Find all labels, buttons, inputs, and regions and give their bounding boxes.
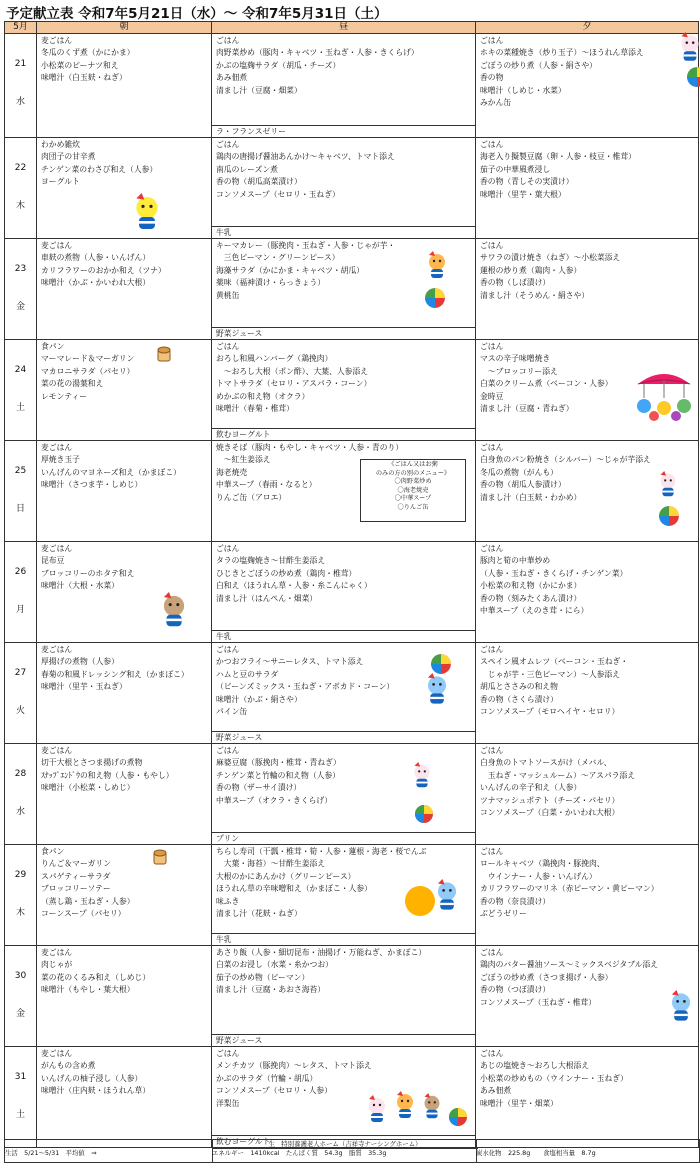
menu-item: マーマレード＆マーガリン [41, 354, 135, 364]
menu-item: 香の物（奈良漬け） [480, 896, 551, 906]
header-lunch: 昼 [212, 22, 476, 34]
menu-item: ヨーグルト [41, 177, 80, 187]
circus-animal-icon [418, 1093, 446, 1121]
menu-item: 白和え（ほうれん草・人参・糸こんにゃく） [216, 581, 372, 591]
menu-item: わかめ雑炊 [41, 140, 80, 149]
circus-ball-icon [686, 66, 700, 88]
menu-item: 味噌汁（さつま芋・しめじ） [41, 480, 143, 490]
menu-item: 味噌汁（かぶ・かいわれ大根） [41, 278, 151, 288]
menu-item: ～紅生姜添え [216, 455, 271, 465]
menu-item: 白身魚のパン粉焼き（シルバー）～じゃが芋添え [480, 455, 651, 465]
circus-animal-icon [390, 1091, 420, 1121]
menu-item: スパゲティーサラダ [41, 871, 111, 881]
day-cell [5, 138, 37, 239]
menu-item: 香の物（ザーサイ漬け） [216, 783, 302, 793]
menu-item: いんげんの柚子浸し（人参） [41, 1073, 143, 1083]
menu-row [5, 643, 699, 744]
menu-item: トマトサラダ（セロリ・アスパラ・コーン） [216, 379, 372, 389]
menu-item: 清まし汁（白玉麸・わかめ） [480, 492, 582, 502]
lunch-cell [212, 441, 476, 542]
menu-item: 味噌汁（大根・水菜） [41, 581, 119, 591]
menu-item: ごはん [216, 1049, 240, 1058]
lunch-extra-item: 野菜ジュース [212, 1034, 475, 1046]
day-cell [5, 845, 37, 946]
menu-item: 小松菜の炒めもの（ウインナー・玉ねぎ） [480, 1073, 628, 1083]
menu-item: 小松菜のピーナツ和え [41, 60, 119, 70]
menu-item: 小松菜の和え物（かにかま） [480, 581, 582, 591]
menu-item: 菜の花の湯葉和え [41, 379, 104, 389]
menu-item: 大根のかにあんかけ（グリーンピース） [216, 871, 356, 881]
circus-animal-icon [422, 251, 452, 281]
dinner-cell [476, 441, 699, 542]
menu-item: 食パン [41, 847, 65, 856]
menu-row [5, 845, 699, 946]
menu-item: 食パン [41, 342, 65, 351]
menu-item: 海老焼売 [216, 467, 248, 477]
note-line: 《ごはん又はお粥 [388, 461, 438, 468]
dinner-cell [476, 239, 699, 340]
carb-salt-values: 炭水化物 225.8g 食塩相当量 8.7g [476, 1149, 596, 1157]
lunch-cell [212, 239, 476, 340]
lunch-cell [212, 34, 476, 138]
day-number: 26 [14, 567, 27, 577]
menu-item: ごはん [216, 746, 240, 755]
menu-item: ウインナー・人参・いんげん） [480, 871, 597, 881]
menu-item: コンソメスープ（セロリ・人参） [216, 1086, 333, 1096]
note-line: 〇りんご缶 [397, 503, 429, 511]
menu-item: 味ふき [216, 896, 240, 906]
day-number: 28 [14, 769, 27, 779]
menu-item: パイン缶 [216, 707, 248, 717]
note-line: のみの方の別のメニュー》 [375, 469, 451, 477]
breakfast-cell [37, 239, 212, 340]
note-line: 〇中華スープ [394, 495, 432, 503]
menu-table [4, 21, 699, 1148]
header-month: 5月 [5, 22, 37, 34]
menu-item: ぶどうゼリー [480, 909, 527, 919]
menu-item: 麦ごはん [41, 1049, 73, 1058]
menu-item: 麦ごはん [41, 948, 73, 957]
menu-row [5, 542, 699, 643]
weekday: 木 [15, 908, 25, 918]
menu-item: レモンティー [41, 391, 88, 401]
lunch-extra-item: 牛乳 [212, 630, 475, 642]
breakfast-cell [37, 845, 212, 946]
menu-item: 中華スープ（春雨・なると） [216, 480, 317, 490]
menu-item: 海老入り擬製豆腐（卵・人参・枝豆・椎茸） [480, 152, 636, 162]
breakfast-cell [37, 542, 212, 643]
header-breakfast: 朝 [37, 22, 212, 34]
menu-item: マスの辛子味噌焼き [480, 354, 551, 364]
alternate-menu-note [360, 459, 466, 522]
menu-item: 味噌汁（里芋・葉大根） [480, 189, 566, 199]
menu-item: ごはん [480, 1049, 504, 1058]
menu-item: 味噌汁（小松菜・しめじ） [41, 783, 135, 793]
facility-name: 生 特別養護老人ホーム（吉祥寺ナーシングホーム） [212, 1140, 478, 1149]
day-cell [5, 34, 37, 138]
menu-item: 白菜のお浸し（水菜・糸かつお） [216, 960, 333, 970]
menu-item: 鶏肉の唐揚げ醤油あんかけ～キャベツ、トマト添え [216, 152, 395, 162]
day-number: 31 [14, 1072, 27, 1082]
menu-item: 香の物（しば漬け） [480, 278, 551, 288]
dinner-cell [476, 1047, 699, 1148]
menu-item: 肉野菜炒め（豚肉・キャベツ・玉ねぎ・人参・きくらげ） [216, 48, 419, 58]
day-cell [5, 744, 37, 845]
lunch-cell [212, 946, 476, 1047]
menu-item: 玉ねぎ・マッシュルーム）～アスパラ添え [480, 770, 636, 780]
menu-item: ブロッコリーソテー [41, 884, 111, 894]
day-number: 30 [14, 971, 27, 981]
breakfast-cell [37, 1047, 212, 1148]
lunch-cell [212, 845, 476, 946]
menu-item: ごはん [216, 645, 240, 654]
menu-item: 冬瓜のくず煮（かにかま） [41, 48, 135, 58]
circus-animal-icon [408, 762, 436, 790]
menu-item: 香の物 [480, 73, 504, 83]
circus-animal-icon [664, 990, 698, 1024]
menu-item: カリフラワーのおかか和え（ツナ） [41, 265, 166, 275]
menu-item: 焼きそば（豚肉・もやし・キャベツ・人参・青のり） [216, 443, 404, 452]
menu-item: スペイン風オムレツ（ベーコン・玉ねぎ・ [480, 657, 629, 667]
lunch-extra-item: 野菜ジュース [212, 327, 475, 339]
menu-item: ごはん [480, 544, 504, 553]
lunch-extra-item: 牛乳 [212, 226, 475, 238]
menu-item: 味噌汁（春菊・椎茸） [216, 404, 294, 414]
menu-item: あみ佃煮 [480, 1086, 512, 1096]
weekday: 月 [15, 605, 25, 615]
lunch-cell [212, 744, 476, 845]
menu-item: 海藻サラダ（かにかま・キャベツ・胡瓜） [216, 265, 365, 275]
lunch-extra-item: 野菜ジュース [212, 731, 475, 743]
note-line: 〇海老焼売 [397, 486, 429, 494]
menu-item: 肉じゃが [41, 960, 73, 970]
menu-item: 白身魚のトマトソースがけ（メバル、 [480, 758, 612, 768]
day-cell [5, 946, 37, 1047]
weekday: 水 [15, 97, 25, 107]
menu-item: あみ佃煮 [216, 73, 248, 83]
menu-item: 香の物（胡瓜高菜漬け） [216, 177, 302, 187]
menu-item: ごはん [480, 342, 504, 351]
menu-item: 鶏肉のバター醤油ソース～ミックスベジタブル添え [480, 960, 659, 970]
menu-item: いんげんの辛子和え（人参） [480, 783, 582, 793]
menu-item: サワラの漬け焼き（ねぎ）～小松菜添え [480, 253, 621, 263]
menu-item: ツナマッシュポテト（チーズ・パセリ） [480, 795, 620, 805]
menu-item: キーマカレー（豚挽肉・玉ねぎ・人参・じゃが芋・ [216, 241, 396, 250]
lunch-cell [212, 1047, 476, 1148]
circus-animal-icon [654, 471, 682, 499]
weekday: 日 [15, 504, 25, 514]
menu-item: 蓮根の炒り煮（鶏肉・人参） [480, 265, 582, 275]
menu-item: コンソメスープ（モロヘイヤ・セロリ） [480, 707, 620, 717]
menu-item: りんご＆マーガリン [41, 859, 112, 869]
menu-item: 味噌汁（里芋・畑菜） [480, 1098, 558, 1108]
bread-icon [157, 346, 171, 362]
menu-item: 中華スープ（オクラ・きくらげ） [216, 795, 333, 805]
dinner-cell [476, 34, 699, 138]
menu-item: 南瓜のレーズン煮 [216, 164, 278, 174]
menu-item: （ビーンズミックス・玉ねぎ・アボカド・コーン） [216, 682, 395, 692]
lunch-extra-item: 飲むヨーグルト [212, 428, 475, 440]
circus-animal-icon [430, 879, 464, 913]
breakfast-cell [37, 946, 212, 1047]
circus-ball-icon [658, 505, 680, 527]
menu-item: コーンスープ（パセリ） [41, 909, 126, 919]
day-cell [5, 239, 37, 340]
menu-item: 麻婆豆腐（豚挽肉・椎茸・青ねぎ） [216, 758, 341, 768]
menu-item: 香の物（刻みたくあん漬け） [480, 593, 582, 603]
menu-item: マカロニサラダ（パセリ） [41, 366, 135, 376]
menu-item: ブロッコリーのホタテ和え [41, 568, 135, 578]
menu-item: ごはん [216, 140, 240, 149]
day-cell [5, 340, 37, 441]
menu-item: ハムと豆のサラダ [216, 669, 279, 679]
menu-row [5, 340, 699, 441]
menu-item: ロールキャベツ（鶏挽肉・豚挽肉、 [480, 859, 605, 869]
weekday: 金 [15, 1009, 25, 1019]
day-number: 25 [14, 466, 27, 476]
dinner-cell [476, 542, 699, 643]
period-label: 生活 5/21～5/31 平均値 ⇒ [5, 1149, 97, 1157]
bread-icon [153, 849, 167, 865]
menu-item: ごはん [480, 948, 504, 957]
menu-item: 豚肉と筍の中華炒め [480, 556, 551, 566]
weekday: 水 [15, 807, 25, 817]
menu-item: 胡瓜とささみの和え物 [480, 682, 558, 692]
day-number: 23 [14, 264, 27, 274]
circus-ball-icon [448, 1107, 468, 1127]
menu-row [5, 34, 699, 138]
menu-item: じゃが芋・三色ピーマン）～人参添え [480, 669, 621, 679]
menu-item: 麦ごはん [41, 645, 73, 654]
day-number: 24 [14, 365, 27, 375]
menu-item: かつおフライ～サニーレタス、トマト添え [216, 657, 364, 667]
menu-item: ～ブロッコリー添え [480, 366, 558, 376]
menu-item: 麦ごはん [41, 241, 73, 250]
dinner-cell [476, 744, 699, 845]
menu-item: ごぼうの炒め煮（さつま揚げ・人参） [480, 972, 613, 982]
breakfast-cell [37, 744, 212, 845]
menu-item: チンゲン菜と竹輪の和え物（人参） [216, 770, 341, 780]
circus-animal-icon [674, 32, 700, 64]
breakfast-cell [37, 643, 212, 744]
menu-item: 昆布豆 [41, 556, 65, 566]
menu-item: 香の物（つぼ漬け） [480, 985, 551, 995]
menu-item: ほうれん草の辛味噌和え（かまぼこ・人参） [216, 884, 372, 894]
day-cell [5, 643, 37, 744]
menu-item: チンゲン菜のわさび和え（人参） [41, 164, 158, 174]
menu-row [5, 744, 699, 845]
menu-item: 茄子の中華風煮浸し [480, 164, 551, 174]
menu-item: コンソメスープ（白菜・かいわれ大根） [480, 808, 620, 818]
menu-item: タラの塩麹焼き～甘酢生姜添え [216, 556, 326, 566]
menu-item: 味噌汁（しめじ・水菜） [480, 85, 566, 95]
menu-item: 清まし汁（豆腐・畑菜） [216, 85, 302, 95]
menu-item: 中華スープ（えのき茸・にら） [480, 606, 589, 616]
day-cell [5, 1047, 37, 1148]
menu-row [5, 138, 699, 239]
menu-item: 菜の花のくるみ和え（しめじ） [41, 972, 151, 982]
menu-item: ごはん [480, 36, 504, 45]
menu-item: りんご缶（アロエ） [216, 492, 287, 502]
menu-item: 清まし汁（そうめん・絹さや） [480, 290, 590, 300]
day-number: 22 [14, 163, 27, 173]
menu-item: 清まし汁（花麸・ねぎ） [216, 909, 302, 919]
menu-item: 清まし汁（はんぺん・畑菜） [216, 593, 318, 603]
breakfast-cell [37, 340, 212, 441]
menu-row [5, 239, 699, 340]
menu-item: 麦ごはん [41, 544, 73, 553]
day-number: 27 [14, 668, 27, 678]
menu-item: コンソメスープ（セロリ・玉ねぎ） [216, 189, 340, 199]
dinner-cell [476, 845, 699, 946]
breakfast-cell [37, 138, 212, 239]
menu-item: 白菜のクリーム煮（ベーコン・人参） [480, 379, 613, 389]
circus-animal-icon [127, 193, 167, 233]
note-line: 〇肉野菜炒め [394, 478, 432, 486]
breakfast-cell [37, 34, 212, 138]
menu-item: ｽﾅｯﾌﾟｴﾝﾄﾞｳの和え物（人参・もやし） [41, 770, 174, 780]
menu-item: いんげんのマヨネーズ和え（かまぼこ） [41, 467, 181, 477]
menu-item: おろし和風ハンバーグ（鶏挽肉） [216, 354, 333, 364]
lunch-cell [212, 542, 476, 643]
menu-item: ごはん [480, 645, 504, 654]
menu-item: ごはん [480, 443, 504, 452]
menu-item: （人参・玉ねぎ・きくらげ・チンゲン菜） [480, 568, 628, 578]
breakfast-cell [37, 441, 212, 542]
menu-item: コンソメスープ（玉ねぎ・椎茸） [480, 997, 597, 1007]
menu-item: カリフラワーのマリネ（赤ピーマン・黄ピーマン） [480, 884, 659, 894]
menu-item: 清まし汁（豆腐・あおさ海苔） [216, 985, 326, 995]
lunch-cell [212, 643, 476, 744]
menu-item: 茄子の炒め物（ピーマン） [216, 972, 310, 982]
menu-row [5, 1047, 699, 1148]
weekday: 金 [15, 302, 25, 312]
menu-item: かぶのサラダ（竹輪・胡瓜） [216, 1073, 318, 1083]
menu-item: 洋梨缶 [216, 1098, 240, 1108]
day-cell [5, 441, 37, 542]
circus-ball-icon [414, 804, 434, 824]
menu-item: 麦ごはん [41, 443, 73, 452]
circus-ball-icon [430, 653, 452, 675]
menu-item: 切干大根とさつま揚げの煮物 [41, 758, 143, 768]
menu-item: 味噌汁（もやし・葉大根） [41, 985, 135, 995]
lunch-extra-item: ラ・フランスゼリー [212, 125, 475, 137]
menu-item: 薬味（福神漬け・らっきょう） [216, 278, 326, 288]
menu-item: 車麸の煮物（人参・いんげん） [41, 253, 151, 263]
menu-item: 味噌汁（里芋・玉ねぎ） [41, 682, 127, 692]
energy-values: エネルギー 1410kcal たんぱく質 54.3g 脂質 35.3g [212, 1149, 387, 1157]
menu-item: 肉団子の甘辛煮 [41, 152, 96, 162]
menu-item: メンチカツ（豚挽肉）～レタス、トマト添え [216, 1061, 372, 1071]
menu-item: 厚揚げの煮物（人参） [41, 657, 119, 667]
menu-item: ひじきとごぼうの炒め煮（鶏肉・椎茸） [216, 568, 357, 578]
circus-ball-icon [424, 287, 446, 309]
menu-item: かぶの塩麹サラダ（胡瓜・チーズ） [216, 60, 341, 70]
menu-item: みかん缶 [480, 98, 512, 108]
menu-item: 味噌汁（白玉麸・ねぎ） [41, 73, 127, 83]
weekday: 土 [15, 403, 25, 413]
menu-item: 味噌汁（庄内麸・ほうれん草） [41, 1086, 151, 1096]
weekday: 木 [15, 201, 25, 211]
menu-item: 香の物（さくら漬け） [480, 694, 558, 704]
day-number: 29 [14, 870, 27, 880]
circus-tent-icon [636, 368, 692, 428]
menu-item: ちらし寿司（干瓢・椎茸・筍・人参・蓮根・海老・桜でんぶ [216, 847, 427, 856]
circus-animal-icon [155, 592, 193, 630]
dinner-cell [476, 643, 699, 744]
menu-item: 厚焼き玉子 [41, 455, 80, 465]
menu-item: ごはん [216, 342, 240, 351]
menu-item: （蒸し鶏・玉ねぎ・人参） [41, 896, 135, 906]
menu-item: ごはん [216, 544, 240, 553]
day-number: 21 [14, 59, 27, 69]
menu-item: 冬瓜の煮物（がんも） [480, 467, 558, 477]
lunch-extra-item: 飲むヨーグルト [212, 1135, 475, 1147]
page-title: 予定献立表 令和7年5月21日（水）～ 令和7年5月31日（土） [6, 6, 388, 22]
circus-animal-icon [362, 1095, 392, 1125]
lunch-extra-item: プリン [212, 832, 475, 844]
menu-item: ごはん [480, 746, 504, 755]
dinner-cell [476, 946, 699, 1047]
menu-item: ごはん [480, 140, 504, 149]
menu-item: ホキの菜種焼き（炒り玉子）～ほうれん草添え [480, 48, 644, 58]
lunch-cell [212, 340, 476, 441]
menu-item: めかぶの和え物（オクラ） [216, 391, 310, 401]
menu-item: ～おろし大根（ポン酢）、大葉、人参添え [216, 366, 369, 376]
menu-item: 麦ごはん [41, 36, 73, 45]
dinner-cell [476, 340, 699, 441]
menu-item: 清まし汁（豆腐・青ねぎ） [480, 404, 574, 414]
menu-row [5, 946, 699, 1047]
circus-animal-icon [420, 673, 454, 707]
menu-item: 大葉・海苔）～甘酢生姜添え [216, 859, 326, 869]
weekday: 火 [15, 706, 25, 716]
menu-item: 黄桃缶 [216, 290, 240, 300]
menu-item: ごぼうの炒り煮（人参・絹さや） [480, 60, 597, 70]
menu-row [5, 441, 699, 542]
menu-item: あさり飯（人参・細切昆布・油揚げ・万能ねぎ、かまぼこ） [216, 948, 427, 957]
menu-item: 麦ごはん [41, 746, 73, 755]
menu-item: ごはん [216, 36, 240, 45]
menu-item: 香の物（青しその実漬け） [480, 177, 574, 187]
lunch-cell [212, 138, 476, 239]
dinner-cell [476, 138, 699, 239]
menu-item: 香の物（胡瓜人参漬け） [480, 480, 566, 490]
lunch-extra-item: 牛乳 [212, 933, 475, 945]
menu-item: 金時豆 [480, 391, 504, 401]
menu-item: あじの塩焼き～おろし大根添え [480, 1061, 590, 1071]
menu-item: がんもの含め煮 [41, 1061, 96, 1071]
day-cell [5, 542, 37, 643]
menu-item: ごはん [480, 241, 504, 250]
menu-item: 味噌汁（かぶ・絹さや） [216, 694, 302, 704]
menu-item: 春菊の和風ドレッシング和え（かまぼこ） [41, 669, 189, 679]
nutrition-footer [4, 1139, 700, 1163]
menu-item: ごはん [480, 847, 504, 856]
menu-item: 三色ピーマン・グリーンピース） [216, 253, 340, 263]
header-dinner: 夕 [476, 22, 699, 34]
weekday: 土 [15, 1110, 25, 1120]
